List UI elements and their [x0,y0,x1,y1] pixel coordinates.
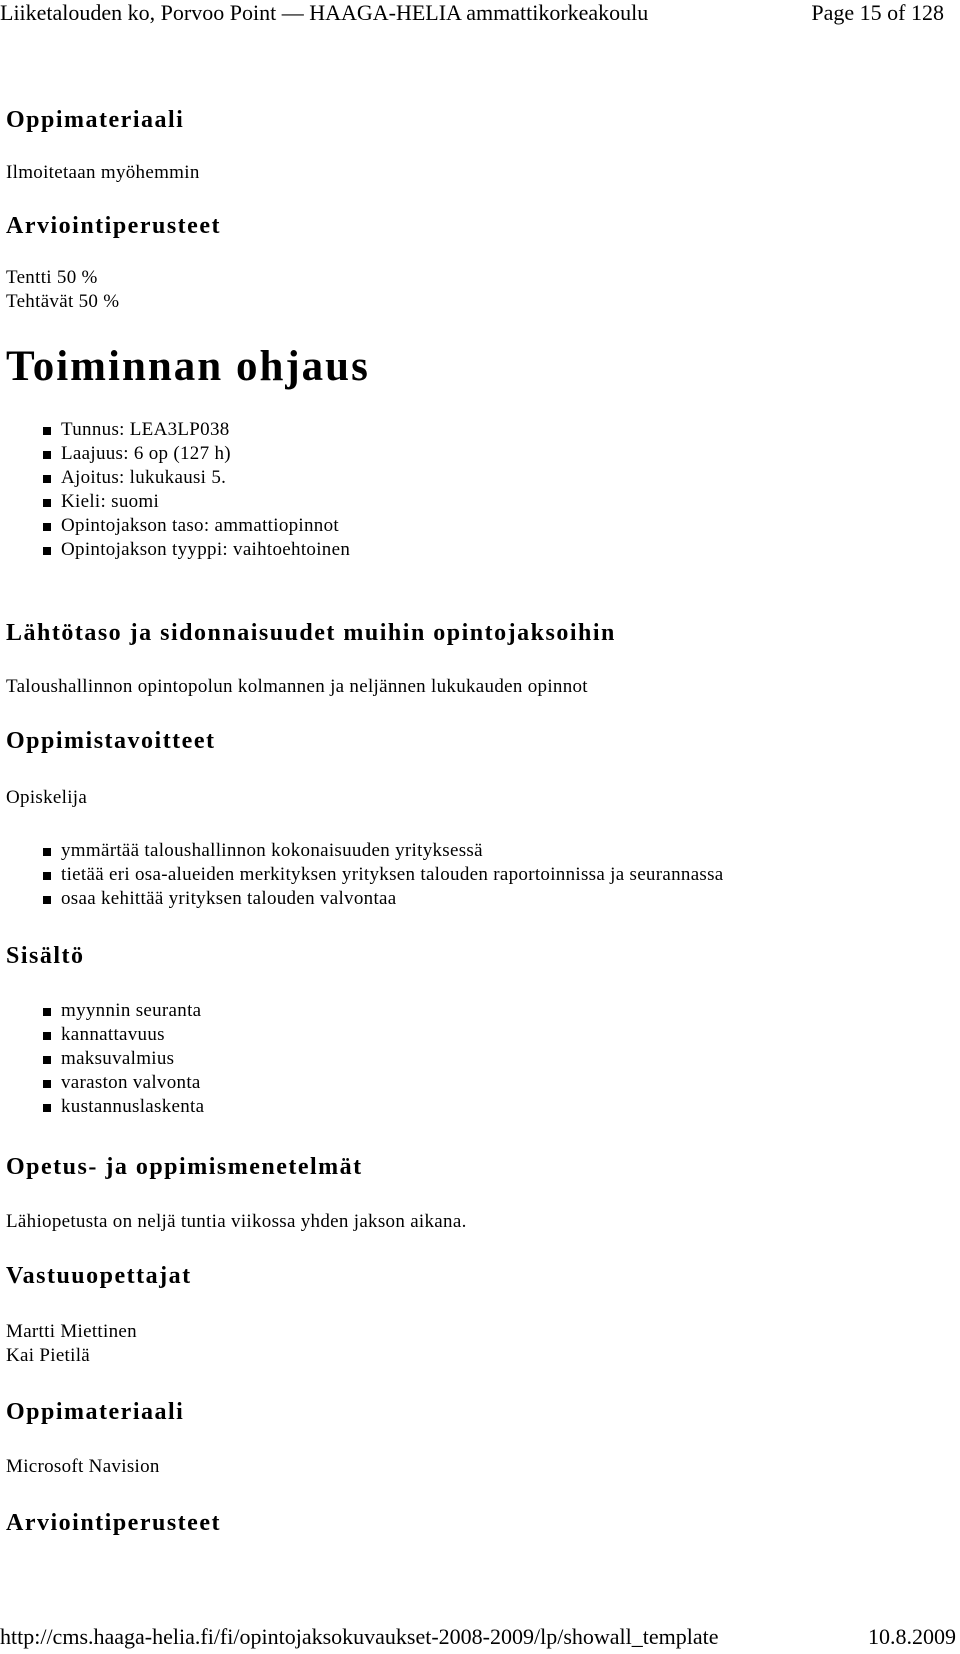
objectives-heading: Oppimistavoitteet [6,728,216,754]
list-item: kustannuslaskenta [6,1095,204,1119]
bullet-icon [43,451,51,459]
objectives-intro: Opiskelija [6,787,88,808]
teachers-heading: Vastuuopettajat [6,1263,192,1289]
bullet-icon [43,872,51,880]
list-item: Tunnus: LEA3LP038 [6,418,350,442]
course-title: Toiminnan ohjaus [6,343,370,390]
list-item: Ajoitus: lukukausi 5. [6,466,350,490]
page-footer [0,1624,960,1654]
bullet-icon [43,1032,51,1040]
methods-text: Lähiopetusta on neljä tuntia viikossa yhden jakson aikana. [6,1211,467,1232]
page-number: Page 15 of 128 [811,0,944,25]
course-meta-list [6,418,350,562]
bullet-icon [43,523,51,531]
bullet-icon [43,896,51,904]
content-list [6,999,204,1119]
footer-date: 10.8.2009 [868,1624,956,1649]
bullet-icon [43,1056,51,1064]
prerequisites-text: Taloushallinnon opintopolun kolmannen ja neljännen lukukauden opinnot [6,676,588,697]
bullet-icon [43,499,51,507]
list-item: Kieli: suomi [6,490,350,514]
bullet-icon [43,475,51,483]
prev-assessment-lines [6,266,119,314]
methods-heading: Opetus- ja oppimismenetelmät [6,1154,363,1180]
content-heading: Sisältö [6,943,85,969]
header-title: Liiketalouden ko, Porvoo Point — HAAGA-HELIA ammattikorkeakoulu [0,0,649,25]
bullet-icon [43,1080,51,1088]
bullet-icon [43,848,51,856]
list-item: Laajuus: 6 op (127 h) [6,442,350,466]
list-item: myynnin seuranta [6,999,204,1023]
bullet-icon [43,1008,51,1016]
list-item: kannattavuus [6,1023,204,1047]
assessment-heading: Arviointiperusteet [6,1510,221,1536]
teachers-list [6,1320,137,1368]
material-text: Microsoft Navision [6,1456,160,1477]
bullet-icon [43,547,51,555]
list-item: ymmärtää taloushallinnon kokonaisuuden yrityksessä [6,839,724,863]
list-item: maksuvalmius [6,1047,204,1071]
list-item: Opintojakson tyyppi: vaihtoehtoinen [6,538,350,562]
prerequisites-heading: Lähtötaso ja sidonnaisuudet muihin opintojaksoihin [6,620,616,646]
teacher-name: Martti Miettinen [6,1321,137,1342]
objectives-list [6,839,724,911]
list-item: tietää eri osa-alueiden merkityksen yrityksen talouden raportoinnissa ja seurannassa [6,863,724,887]
assessment-line: Tentti 50 % [6,267,98,288]
prev-material-text: Ilmoitetaan myöhemmin [6,162,200,183]
prev-material-heading: Oppimateriaali [6,107,185,133]
teacher-name: Kai Pietilä [6,1345,91,1366]
assessment-line: Tehtävät 50 % [6,291,120,312]
bullet-icon [43,427,51,435]
list-item: varaston valvonta [6,1071,204,1095]
page-header [0,0,960,34]
bullet-icon [43,1104,51,1112]
footer-url: http://cms.haaga-helia.fi/fi/opintojaksokuvaukset-2008-2009/lp/showall_template [0,1624,719,1649]
prev-assessment-heading: Arviointiperusteet [6,213,221,239]
list-item: osaa kehittää yrityksen talouden valvontaa [6,887,724,911]
list-item: Opintojakson taso: ammattiopinnot [6,514,350,538]
material-heading: Oppimateriaali [6,1399,185,1425]
